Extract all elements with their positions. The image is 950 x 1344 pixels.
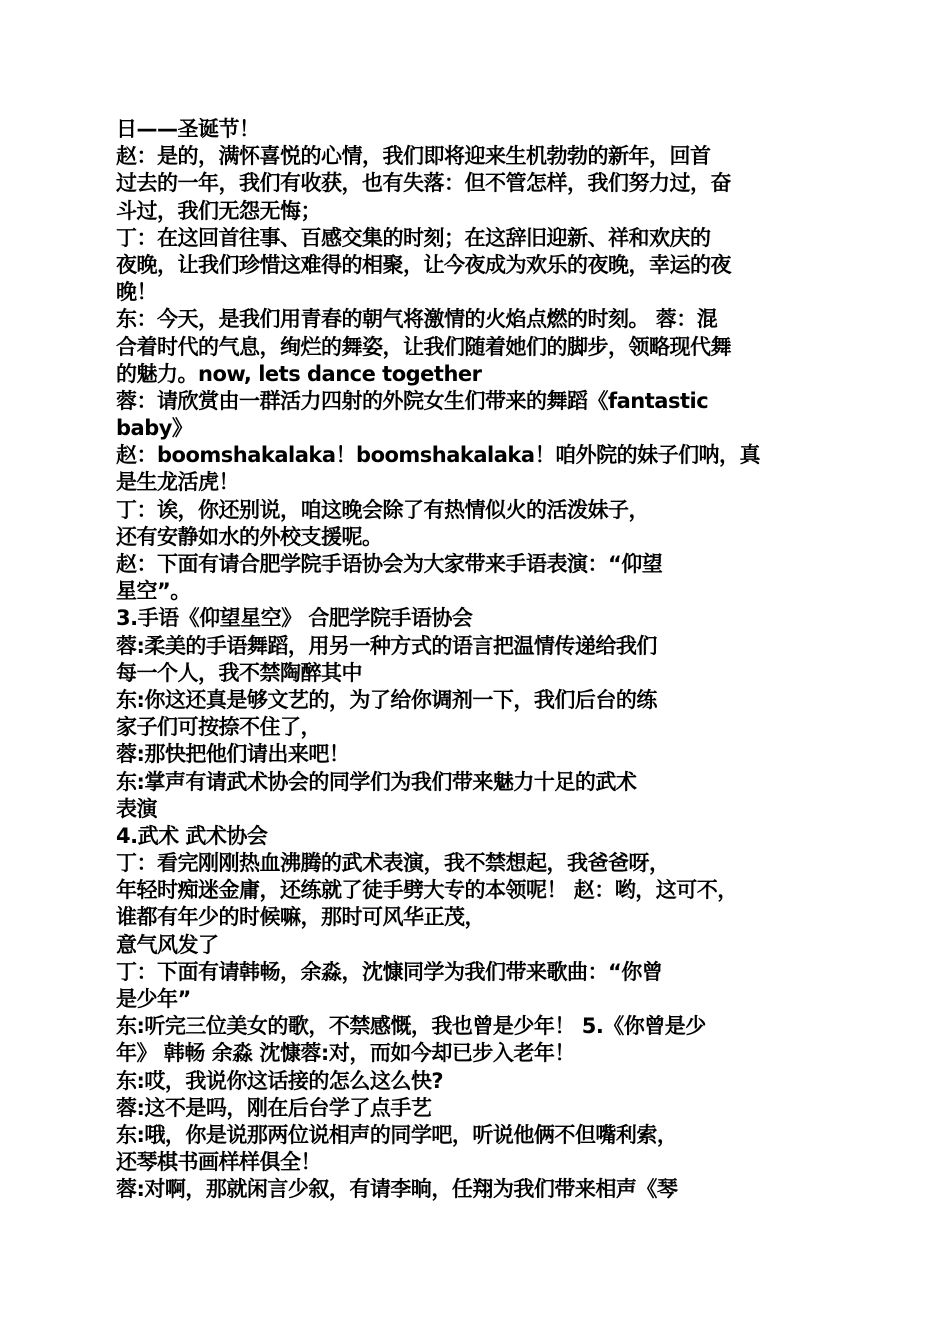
text-line: 每一个人，我不禁陶醉其中 bbox=[116, 660, 362, 685]
text-line: 赵：boomshakalaka！boomshakalaka！咱外院的妹子们呐，真 bbox=[116, 443, 761, 468]
text-line: 夜晚，让我们珍惜这难得的相聚，让今夜成为欢乐的夜晚，幸运的夜 bbox=[116, 252, 731, 277]
text-line: 晚！ bbox=[116, 280, 157, 305]
text-line: 还有安静如水的外校支援呢。 bbox=[116, 524, 383, 549]
text-line: 东:你这还真是够文艺的，为了给你调剂一下，我们后台的练 bbox=[116, 687, 657, 712]
text-line: 东:听完三位美女的歌，不禁感慨，我也曾是少年！ 5.《你曾是少 bbox=[116, 1014, 706, 1039]
text-line: 丁：下面有请韩畅，余淼，沈慷同学为我们带来歌曲：“你曾 bbox=[116, 959, 663, 984]
text-line: 丁：看完刚刚热血沸腾的武术表演，我不禁想起，我爸爸呀， bbox=[116, 851, 670, 876]
text-line: 斗过，我们无怨无悔； bbox=[116, 198, 321, 223]
text-line: 蓉:那快把他们请出来吧！ bbox=[116, 742, 350, 767]
text-line: 家子们可按捺不住了， bbox=[116, 715, 321, 740]
text-line: 东:掌声有请武术协会的同学们为我们带来魅力十足的武术 bbox=[116, 769, 637, 794]
text-line: 东:哎，我说你这话接的怎么这么快? bbox=[116, 1068, 444, 1093]
text-line: 合着时代的气息，绚烂的舞姿，让我们随着她们的脚步，领略现代舞 bbox=[116, 334, 731, 359]
text-line: 丁：在这回首往事、百感交集的时刻；在这辞旧迎新、祥和欢庆的 bbox=[116, 225, 711, 250]
text-line: 蓉:对啊，那就闲言少叙，有请李晌，任翔为我们带来相声《琴 bbox=[116, 1177, 678, 1202]
text-line: 3.手语《仰望星空》 合肥学院手语协会 bbox=[116, 606, 473, 631]
text-line: 蓉：请欣赏由一群活力四射的外院女生们带来的舞蹈《fantastic bbox=[116, 388, 709, 413]
document-body bbox=[116, 116, 846, 1204]
text-line: 年》 韩畅 余淼 沈慷蓉:对，而如今却已步入老年！ bbox=[116, 1041, 575, 1066]
text-line: 东：今天，是我们用青春的朝气将激情的火焰点燃的时刻。 蓉：混 bbox=[116, 307, 718, 332]
text-line: 表演 bbox=[116, 796, 157, 821]
text-line: 年轻时痴迷金庸，还练就了徒手劈大专的本领呢！ 赵：哟，这可不， bbox=[116, 878, 738, 903]
text-line: baby》 bbox=[116, 416, 193, 441]
text-line: 蓉:这不是吗，刚在后台学了点手艺 bbox=[116, 1095, 432, 1120]
text-line: 赵：下面有请合肥学院手语协会为大家带来手语表演：“仰望 bbox=[116, 552, 663, 576]
text-line: 过去的一年，我们有收获，也有失落：但不管怎样，我们努力过，奋 bbox=[116, 171, 731, 196]
text-line: 赵：是的，满怀喜悦的心情，我们即将迎来生机勃勃的新年，回首 bbox=[116, 144, 711, 169]
text-line: 的魅力。now, lets dance together bbox=[116, 361, 482, 386]
text-line: 是生龙活虎！ bbox=[116, 470, 239, 495]
text-line: 星空”。 bbox=[116, 579, 191, 604]
text-line: 日——圣诞节！ bbox=[116, 117, 260, 141]
text-line: 东:哦，你是说那两位说相声的同学吧，听说他俩不但嘴利索， bbox=[116, 1122, 678, 1147]
text-line: 还琴棋书画样样俱全！ bbox=[116, 1150, 321, 1175]
text-line: 谁都有年少的时候嘛，那时可风华正茂， bbox=[116, 905, 485, 930]
text-line: 蓉:柔美的手语舞蹈，用另一种方式的语言把温情传递给我们 bbox=[116, 633, 657, 658]
text-line: 4.武术 武术协会 bbox=[116, 823, 268, 848]
text-line: 意气风发了 bbox=[116, 932, 219, 957]
text-line: 是少年” bbox=[116, 987, 191, 1011]
text-line: 丁：诶，你还别说，咱这晚会除了有热情似火的活泼妹子， bbox=[116, 497, 649, 522]
